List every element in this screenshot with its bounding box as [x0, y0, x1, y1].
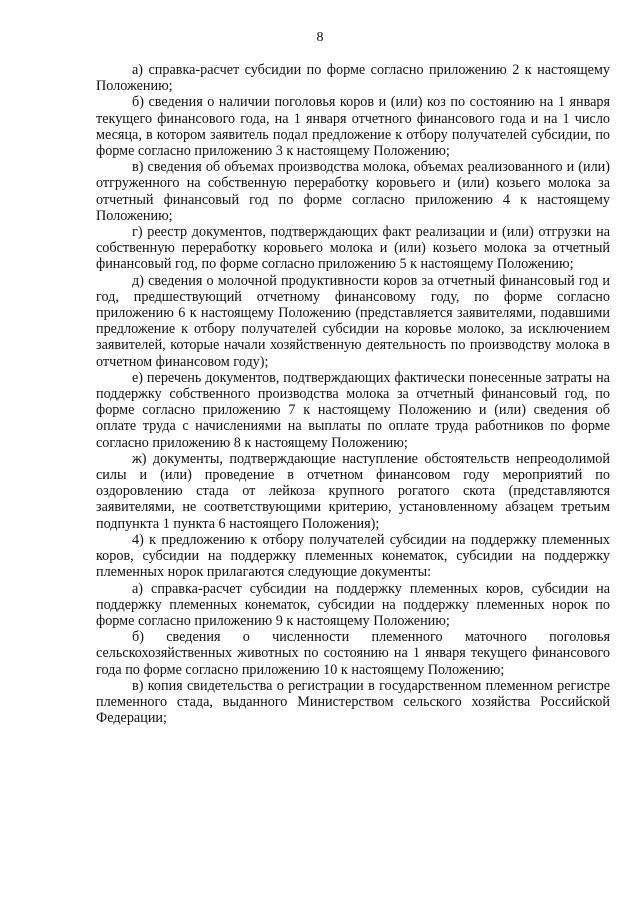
paragraph-b-breeding-stock: б) сведения о численности племенного маточного поголовья сельскохозяйственных животных по состоянию на 1 января текущего финансового года по форме согласно приложению 10 к настоящему Положению;	[96, 629, 610, 678]
paragraph-g-document-registry: г) реестр документов, подтверждающих факт реализации и (или) отгрузки на собственную переработку коровьего молока и (или) козьего молока за отчетный финансовый год, по форме согласно приложению 5 к настоящему Положению;	[96, 224, 610, 273]
paragraph-4-breeding-documents: 4) к предложению к отбору получателей субсидии на поддержку племенных коров, субсидии на поддержку племенных конематок, субсидии на поддержку племенных норок прилагаются следующие документы:	[96, 531, 610, 581]
paragraph-a-subsidy-calculation: а) справка-расчет субсидии по форме согласно приложению 2 к настоящему Положению;	[96, 62, 610, 95]
paragraph-a-breeding-calculation: а) справка-расчет субсидии на поддержку племенных коров, субсидии на поддержку племенных конематок, субсидии на поддержку племенных норок по форме согласно приложению 9 к настоящему Положению;	[96, 580, 610, 629]
document-body	[96, 62, 610, 726]
paragraph-e-expense-documents: е) перечень документов, подтверждающих фактически понесенные затраты на поддержку собственного производства молока за отчетный финансовый год, по форме согласно приложению 7 к настоящему Положению и (или) сведения об оплате труда с начислениями на выплаты по оплате труда работников по форме согласно приложению 8 к настоящему Положению;	[96, 369, 610, 451]
paragraph-d-dairy-productivity: д) сведения о молочной продуктивности коров за отчетный финансовый год и год, предшествующий отчетному финансовому году, по форме согласно приложению 6 к настоящему Положению (представляется заявителями, подавшими предложение к отбору получателей субсидии на коровье молоко, за исключением заявителей, которые начали хозяйственную деятельность по производству молока в отчетном финансовом году);	[96, 272, 610, 370]
paragraph-zh-force-majeure: ж) документы, подтверждающие наступление обстоятельств непреодолимой силы и (или) проведение в отчетном финансовом году мероприятий по оздоровлению стада от лейкоза крупного рогатого скота (представляются заявителями, не соответствующими критерию, установленному абзацем третьим подпункта 1 пункта 6 настоящего Положения);	[96, 450, 610, 532]
paragraph-b-livestock-count: б) сведения о наличии поголовья коров и (или) коз по состоянию на 1 января текущего финансового года, на 1 января отчетного финансового года и на 1 число месяца, в котором заявитель подал предложение к отбору получателей субсидии, по форме согласно приложению 3 к настоящему Положению;	[96, 94, 610, 160]
page-number: 8	[316, 30, 324, 45]
paragraph-v-milk-production: в) сведения об объемах производства молока, объемах реализованного и (или) отгруженного на собственную переработку коровьего и (или) козьего молока за отчетный финансовый год по форме согласно приложению 4 к настоящему Положению;	[96, 159, 610, 224]
paragraph-v-registry-certificate: в) копия свидетельства о регистрации в государственном племенном регистре племенного стада, выданного Министерством сельского хозяйства Российской Федерации;	[96, 677, 610, 727]
